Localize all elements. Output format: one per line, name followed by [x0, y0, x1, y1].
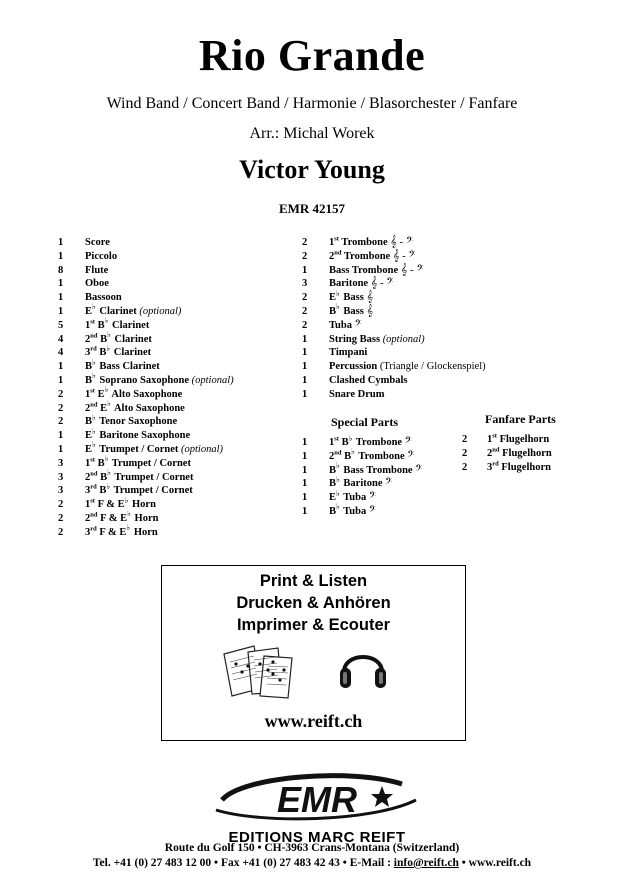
catalog-number: EMR 42157	[278, 201, 346, 216]
part-quantity: 2	[302, 319, 308, 331]
part-quantity: 2	[462, 447, 468, 459]
email-link[interactable]: info@reift.ch	[393, 857, 459, 869]
part-row	[58, 426, 234, 443]
part-name: 3rd B♭ Trumpet / Cornet	[85, 481, 193, 497]
emr-swoosh-logo	[202, 770, 432, 826]
part-name: Baritone 𝄞 - 𝄢	[329, 277, 394, 290]
part-quantity: 2	[462, 461, 468, 473]
part-name: 1st F & E♭ Horn	[85, 495, 156, 511]
part-quantity: 1	[302, 464, 308, 476]
part-name: 1st B♭ Trumpet / Cornet	[85, 454, 191, 469]
composer: Victor Young	[239, 155, 385, 184]
part-row	[58, 509, 234, 526]
contact-phone-fax: Tel. +41 (0) 27 483 12 00 • Fax +41 (0) 27 483 42 43 • E-Mail :	[92, 857, 394, 869]
special-part-row	[302, 502, 422, 519]
part-row	[58, 371, 234, 388]
part-name: E♭ Baritone Saxophone	[85, 426, 191, 442]
part-name: 2nd B♭ Trumpet / Cornet	[85, 468, 194, 483]
special-part-row	[302, 488, 422, 505]
part-quantity: 1	[58, 443, 64, 455]
part-quantity: 1	[302, 333, 308, 345]
part-quantity: 3	[302, 278, 308, 290]
parts-list-left	[58, 236, 234, 540]
part-name: E♭ Trumpet / Cornet (optional)	[85, 440, 223, 455]
part-quantity: 1	[58, 292, 64, 304]
special-part-row	[302, 474, 422, 491]
part-row	[58, 250, 234, 264]
part-row	[58, 316, 234, 333]
part-name: E♭ Tuba 𝄢	[329, 488, 376, 504]
emr-mark: EMR	[277, 779, 357, 820]
part-name: Score	[85, 237, 110, 248]
arranger: Arr.: Michal Worek	[249, 125, 375, 142]
fanfare-parts-list	[462, 433, 552, 474]
part-name: B♭ Tenor Saxophone	[85, 412, 178, 428]
part-quantity: 5	[58, 319, 64, 331]
parts-list-middle	[302, 236, 486, 402]
part-quantity: 1	[58, 361, 64, 373]
part-name: 1st B♭ Clarinet	[85, 316, 150, 331]
part-row	[302, 333, 486, 347]
contact-website: • www.reift.ch	[458, 857, 532, 869]
part-row	[302, 277, 486, 291]
headphones-icon	[336, 640, 390, 694]
special-part-row	[302, 461, 423, 478]
website-link[interactable]: www.reift.ch	[264, 711, 363, 731]
part-quantity: 1	[58, 430, 64, 442]
part-name: B♭ Tuba 𝄢	[329, 502, 376, 517]
part-row	[58, 330, 234, 347]
part-quantity: 1	[302, 437, 308, 448]
part-quantity: 3	[58, 457, 64, 469]
part-quantity: 1	[302, 450, 308, 462]
part-quantity: 2	[58, 388, 64, 400]
promo-line-imprimer: Imprimer & Ecouter	[236, 616, 391, 634]
part-row	[58, 385, 234, 402]
part-row	[58, 523, 234, 540]
part-quantity: 2	[58, 402, 64, 414]
part-row	[302, 374, 486, 388]
part-quantity: 1	[58, 278, 64, 290]
part-name: Bassoon	[85, 292, 122, 304]
part-name: Timpani	[329, 347, 368, 359]
part-name: E♭ Clarinet (optional)	[85, 302, 182, 317]
instrumentation-subtitle: Wind Band / Concert Band / Harmonie / Blasorchester / Fanfare	[106, 95, 518, 112]
part-name: Snare Drum	[329, 388, 385, 400]
part-quantity: 2	[58, 499, 64, 511]
part-row	[302, 346, 486, 360]
part-quantity: 2	[462, 434, 468, 445]
emr-logo	[202, 770, 432, 846]
part-row	[58, 264, 234, 278]
part-name: String Bass (optional)	[329, 333, 425, 345]
part-row	[302, 319, 486, 333]
part-row	[58, 440, 234, 457]
part-quantity: 2	[302, 250, 308, 262]
part-quantity: 1	[302, 388, 308, 400]
part-row	[302, 388, 486, 402]
sheet-music-icon	[218, 644, 298, 700]
promo-line-print-listen: Print & Listen	[259, 572, 368, 590]
part-quantity: 2	[302, 305, 308, 317]
part-name: 1st E♭ Alto Saxophone	[85, 385, 183, 400]
part-row	[302, 264, 486, 278]
part-quantity: 4	[58, 333, 64, 345]
promo-line-drucken: Drucken & Anhören	[236, 594, 391, 612]
part-quantity: 1	[58, 305, 64, 317]
part-name: Percussion (Triangle / Glockenspiel)	[329, 361, 486, 373]
part-name: Flute	[85, 264, 109, 276]
part-row	[58, 412, 234, 429]
special-parts-list	[302, 433, 423, 519]
print-listen-box	[161, 565, 466, 741]
fanfare-part-row	[462, 433, 552, 447]
part-name: 3rd Flugelhorn	[487, 460, 551, 473]
part-name: 1st Trombone 𝄞 - 𝄢	[329, 235, 414, 248]
part-row	[58, 277, 234, 291]
part-quantity: 1	[58, 374, 64, 386]
part-name: 2nd E♭ Alto Saxophone	[85, 399, 185, 414]
part-quantity: 1	[58, 237, 64, 248]
part-name: Oboe	[85, 278, 109, 290]
part-row	[302, 360, 486, 374]
part-name: 2nd B♭ Trombone 𝄢	[329, 447, 415, 462]
part-row	[58, 454, 234, 471]
part-quantity: 2	[58, 416, 64, 428]
part-name: 2nd B♭ Clarinet	[85, 330, 152, 345]
publisher-contact	[0, 857, 624, 869]
part-quantity: 1	[302, 505, 308, 517]
part-quantity: 1	[302, 347, 308, 359]
part-name: 2nd Flugelhorn	[487, 446, 552, 459]
fanfare-parts-heading: Fanfare Parts	[485, 412, 556, 426]
part-quantity: 2	[58, 526, 64, 538]
part-row	[58, 468, 234, 485]
part-name: B♭ Bass Clarinet	[85, 357, 160, 373]
part-name: 1st B♭ Trombone 𝄢	[329, 433, 412, 448]
part-row	[58, 481, 234, 498]
special-part-row	[302, 433, 422, 450]
piece-title: Rio Grande	[198, 31, 426, 80]
part-quantity: 3	[58, 471, 64, 483]
part-name: Tuba 𝄢	[329, 318, 362, 331]
part-name: B♭ Soprano Saxophone (optional)	[85, 371, 234, 386]
part-name: 2nd F & E♭ Horn	[85, 509, 159, 524]
part-row	[58, 236, 234, 250]
special-part-row	[302, 447, 422, 464]
part-name: 3rd F & E♭ Horn	[85, 523, 158, 538]
publisher-address: Route du Golf 150 • CH-3963 Crans-Montana (Switzerland)	[164, 842, 460, 854]
part-quantity: 8	[58, 264, 64, 276]
part-quantity: 1	[302, 361, 308, 373]
part-row	[302, 236, 486, 250]
part-name: E♭ Bass 𝄞	[329, 288, 373, 304]
part-name: 1st Flugelhorn	[487, 432, 550, 445]
part-name: Bass Trombone 𝄞 - 𝄢	[329, 263, 424, 276]
part-quantity: 3	[58, 485, 64, 497]
part-quantity: 1	[302, 478, 308, 490]
publisher-name: EDITIONS MARC REIFT	[228, 829, 406, 846]
part-row	[302, 302, 486, 319]
special-parts-heading: Special Parts	[331, 415, 398, 429]
fanfare-part-row	[462, 461, 552, 475]
part-name: Piccolo	[85, 250, 118, 262]
part-quantity: 1	[302, 492, 308, 504]
part-name: 2nd Trombone 𝄞 - 𝄢	[329, 249, 416, 262]
part-name: 3rd B♭ Clarinet	[85, 343, 152, 359]
part-quantity: 2	[58, 512, 64, 524]
part-row	[58, 302, 234, 319]
part-quantity: 2	[302, 292, 308, 304]
part-quantity: 1	[302, 264, 308, 276]
part-row	[58, 291, 234, 305]
part-name: Clashed Cymbals	[329, 374, 408, 386]
part-quantity: 1	[302, 374, 308, 386]
part-row	[58, 495, 234, 512]
part-row	[58, 343, 234, 360]
part-quantity: 4	[58, 347, 64, 359]
part-name: B♭ Bass Trombone 𝄢	[329, 461, 423, 476]
fanfare-part-row	[462, 447, 552, 461]
part-name: B♭ Bass 𝄞	[329, 302, 373, 317]
part-row	[302, 288, 486, 305]
part-quantity: 1	[58, 250, 64, 262]
part-row	[302, 250, 486, 264]
part-row	[58, 399, 234, 416]
part-quantity: 2	[302, 237, 308, 248]
part-name: B♭ Baritone 𝄢	[329, 474, 393, 490]
part-row	[58, 357, 234, 374]
